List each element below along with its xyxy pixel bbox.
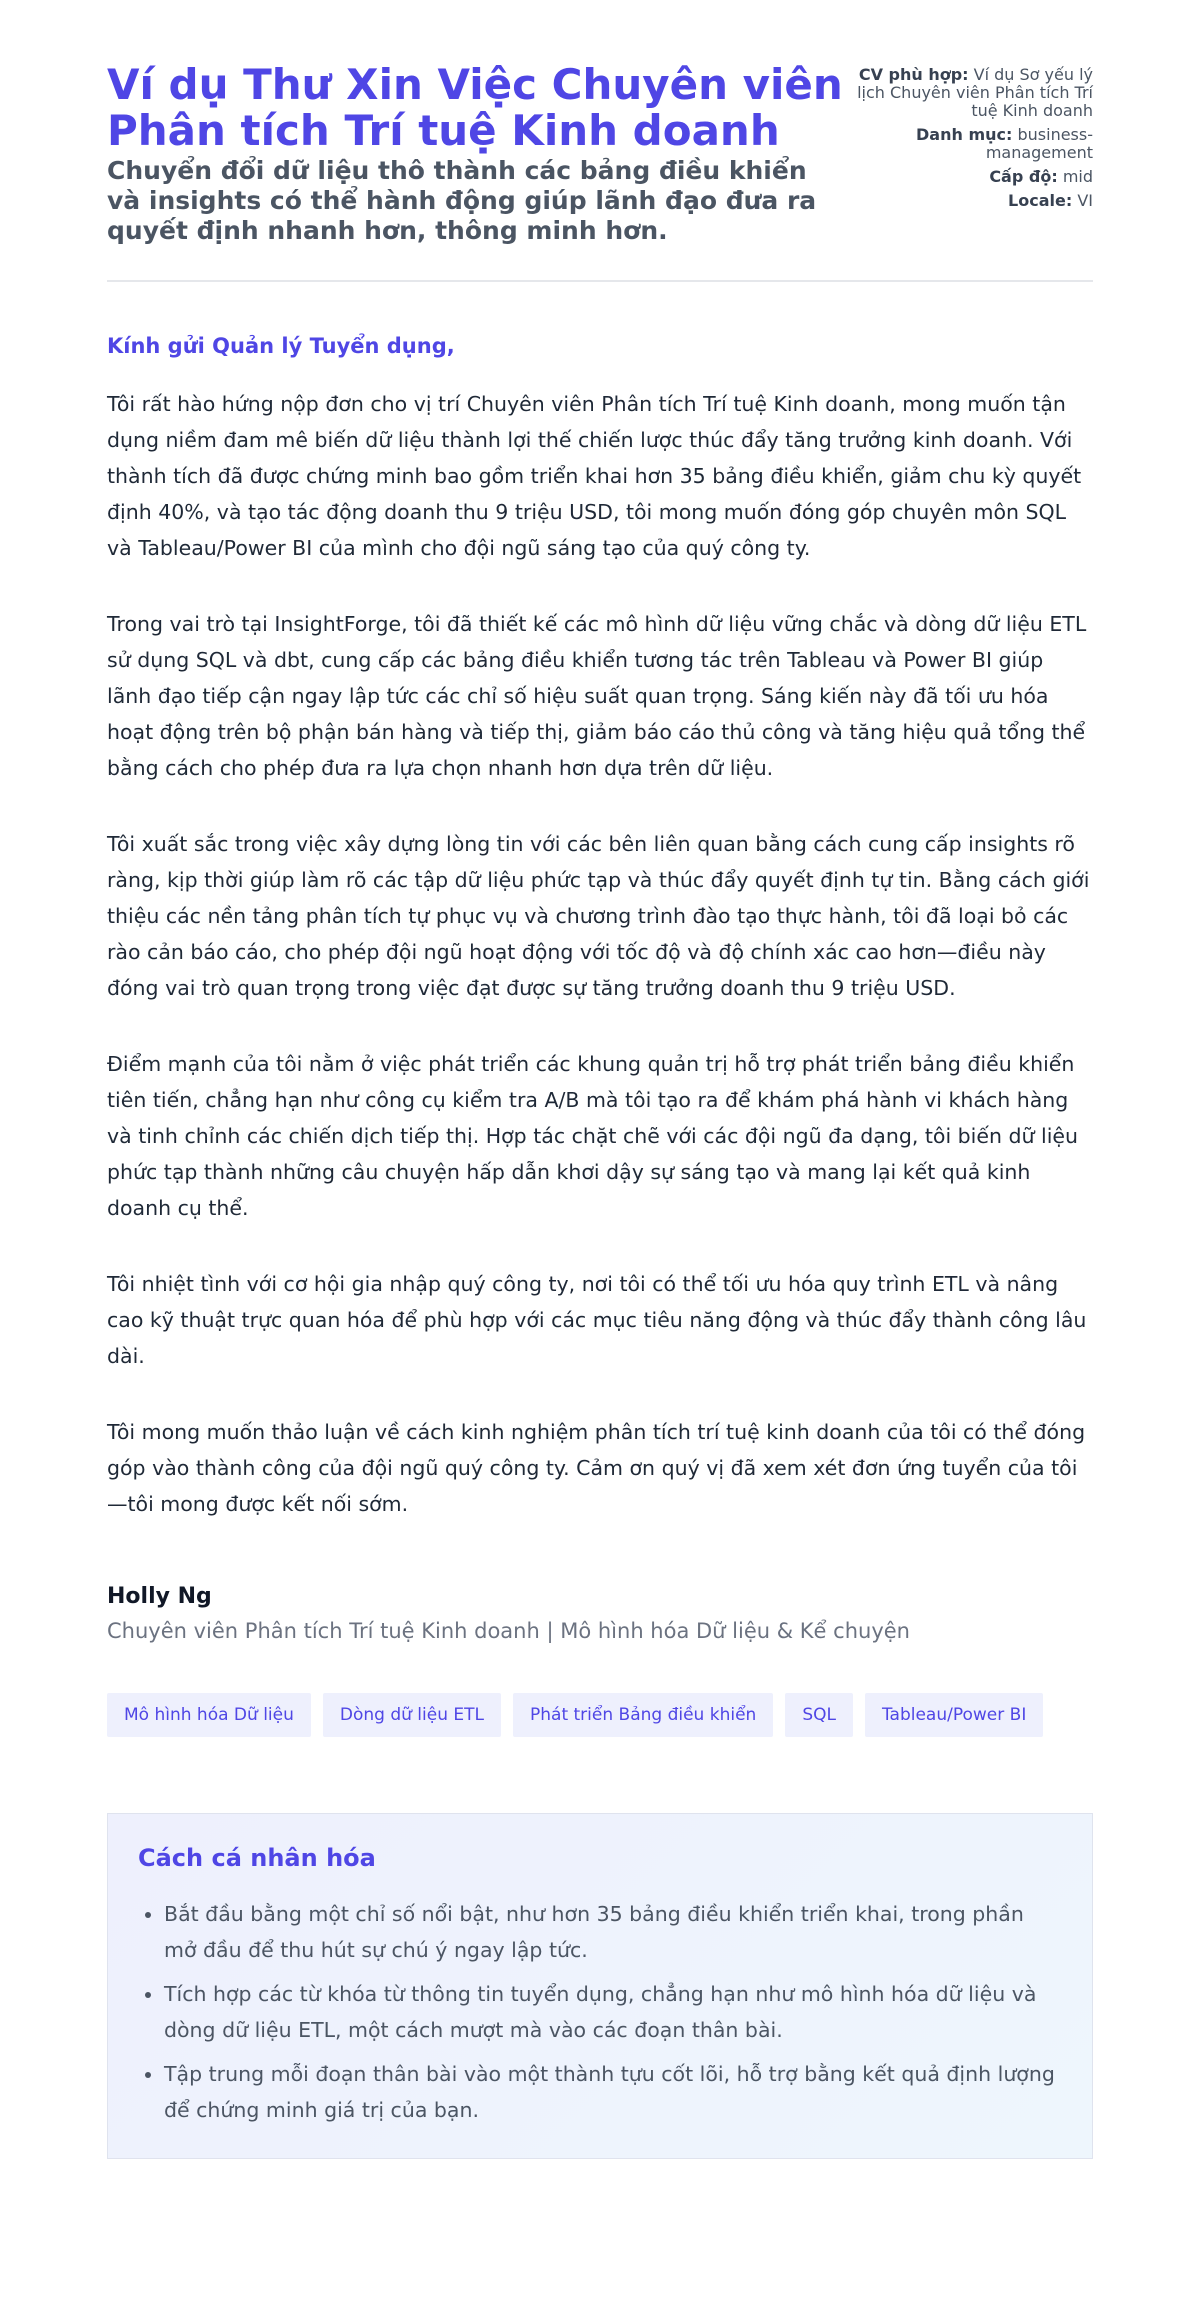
tips-list-item: • Tích hợp các từ khóa từ thông tin tuyển dụng, chẳng hạn như mô hình hóa dữ liệu và dòng dữ liệu ETL, một cách mượt mà vào các đoạn thân bài. [164,1976,1062,2048]
meta-cv-link[interactable]: Ví dụ Sơ yếu lý lịch Chuyên viên Phân tích Trí tuệ Kinh doanh [857,65,1093,120]
skill-tag: Tableau/Power BI [865,1693,1043,1737]
tips-list [138,1896,1062,2128]
letter-paragraph: Tôi mong muốn thảo luận về cách kinh nghiệm phân tích trí tuệ kinh doanh của tôi có thể đóng góp vào thành công của đội ngũ quý công ty. Cảm ơn quý vị đã xem xét đơn ứng tuyển của tôi—tôi mong được kết nối sớm. [107,1420,1086,1516]
skill-tags [107,1693,1093,1737]
letter-paragraph: Điểm mạnh của tôi nằm ở việc phát triển các khung quản trị hỗ trợ phát triển bảng điều khiển tiên tiến, chẳng hạn như công cụ kiểm tra A/B mà tôi tạo ra để khám phá hành vi khách hàng và tinh chỉnh các chiến dịch tiếp thị. Hợp tác chặt chẽ với các đội ngũ đa dạng, tôi biến dữ liệu phức tạp thành những câu chuyện hấp dẫn khơi dậy sự sáng tạo và mang lại kết quả kinh doanh cụ thể. [107,1052,1079,1220]
letter-paragraph: Tôi nhiệt tình với cơ hội gia nhập quý công ty, nơi tôi có thể tối ưu hóa quy trình ETL và nâng cao kỹ thuật trực quan hóa để phù hợp với các mục tiêu năng động và thúc đẩy thành công lâu dài. [107,1272,1087,1368]
page-title: Ví dụ Thư Xin Việc Chuyên viên Phân tích Trí tuệ Kinh doanh [107,60,843,155]
personalization-tips-box [107,1813,1093,2159]
meta-locale-value: VI [1077,191,1093,210]
meta-cv-label: CV phù hợp: [858,65,969,84]
signature-block [107,1584,1093,1643]
meta-category [844,126,1093,162]
skill-tag: Dòng dữ liệu ETL [323,1693,501,1737]
signature-name: Holly Ng [107,1584,212,1609]
letter-body [107,334,1093,1522]
meta-cv [844,66,1093,120]
skill-tag: SQL [785,1693,853,1737]
tips-list-item: • Bắt đầu bằng một chỉ số nổi bật, như hơn 35 bảng điều khiển triển khai, trong phần mở đầu để thu hút sự chú ý ngay lập tức. [164,1896,1062,1968]
meta-category-label: Danh mục: [916,125,1013,144]
skill-tag: Phát triển Bảng điều khiển [513,1693,773,1737]
meta-locale-label: Locale: [1008,191,1073,210]
letter-paragraph: Tôi xuất sắc trong việc xây dựng lòng tin với các bên liên quan bằng cách cung cấp insights rõ ràng, kịp thời giúp làm rõ các tập dữ liệu phức tạp và thúc đẩy quyết định tự tin. Bằng cách giới thiệu các nền tảng phân tích tự phục vụ và chương trình đào tạo thực hành, tôi đã loại bỏ các rào cản báo cáo, cho phép đội ngũ hoạt động với tốc độ và độ chính xác cao hơn—điều này đóng vai trò quan trọng trong việc đạt được sự tăng trưởng doanh thu 9 triệu USD. [107,832,1090,1000]
meta-level-label: Cấp độ: [989,167,1058,186]
page-header [107,0,1093,282]
letter-paragraph: Trong vai trò tại InsightForge, tôi đã thiết kế các mô hình dữ liệu vững chắc và dòng dữ liệu ETL sử dụng SQL và dbt, cung cấp các bảng điều khiển tương tác trên Tableau và Power BI giúp lãnh đạo tiếp cận ngay lập tức các chỉ số hiệu suất quan trọng. Sáng kiến này đã tối ưu hóa hoạt động trên bộ phận bán hàng và tiếp thị, giảm báo cáo thủ công và tăng hiệu quả tổng thể bằng cách cho phép đưa ra lựa chọn nhanh hơn dựa trên dữ liệu. [107,612,1087,780]
meta-level-value: mid [1062,167,1093,186]
signature-role: Chuyên viên Phân tích Trí tuệ Kinh doanh | Mô hình hóa Dữ liệu & Kể chuyện [107,1619,910,1643]
title-block [107,62,844,246]
meta-panel [844,62,1093,216]
letter-greeting: Kính gửi Quản lý Tuyển dụng, [107,334,455,358]
tips-list-item: • Tập trung mỗi đoạn thân bài vào một thành tựu cốt lõi, hỗ trợ bằng kết quả định lượng để chứng minh giá trị của bạn. [164,2056,1062,2128]
meta-level [844,168,1093,186]
page-subtitle: Chuyển đổi dữ liệu thô thành các bảng điều khiển và insights có thể hành động giúp lãnh đạo đưa ra quyết định nhanh hơn, thông minh hơn. [107,156,817,245]
letter-paragraph: Tôi rất hào hứng nộp đơn cho vị trí Chuyên viên Phân tích Trí tuệ Kinh doanh, mong muốn tận dụng niềm đam mê biến dữ liệu thành lợi thế chiến lược thúc đẩy tăng trưởng kinh doanh. Với thành tích đã được chứng minh bao gồm triển khai hơn 35 bảng điều khiển, giảm chu kỳ quyết định 40%, và tạo tác động doanh thu 9 triệu USD, tôi mong muốn đóng góp chuyên môn SQL và Tableau/Power BI của mình cho đội ngũ sáng tạo của quý công ty. [107,392,1082,560]
meta-category-value: business-management [985,125,1093,162]
tips-title: Cách cá nhân hóa [138,1844,376,1872]
skill-tag: Mô hình hóa Dữ liệu [107,1693,311,1737]
meta-locale [844,192,1093,210]
